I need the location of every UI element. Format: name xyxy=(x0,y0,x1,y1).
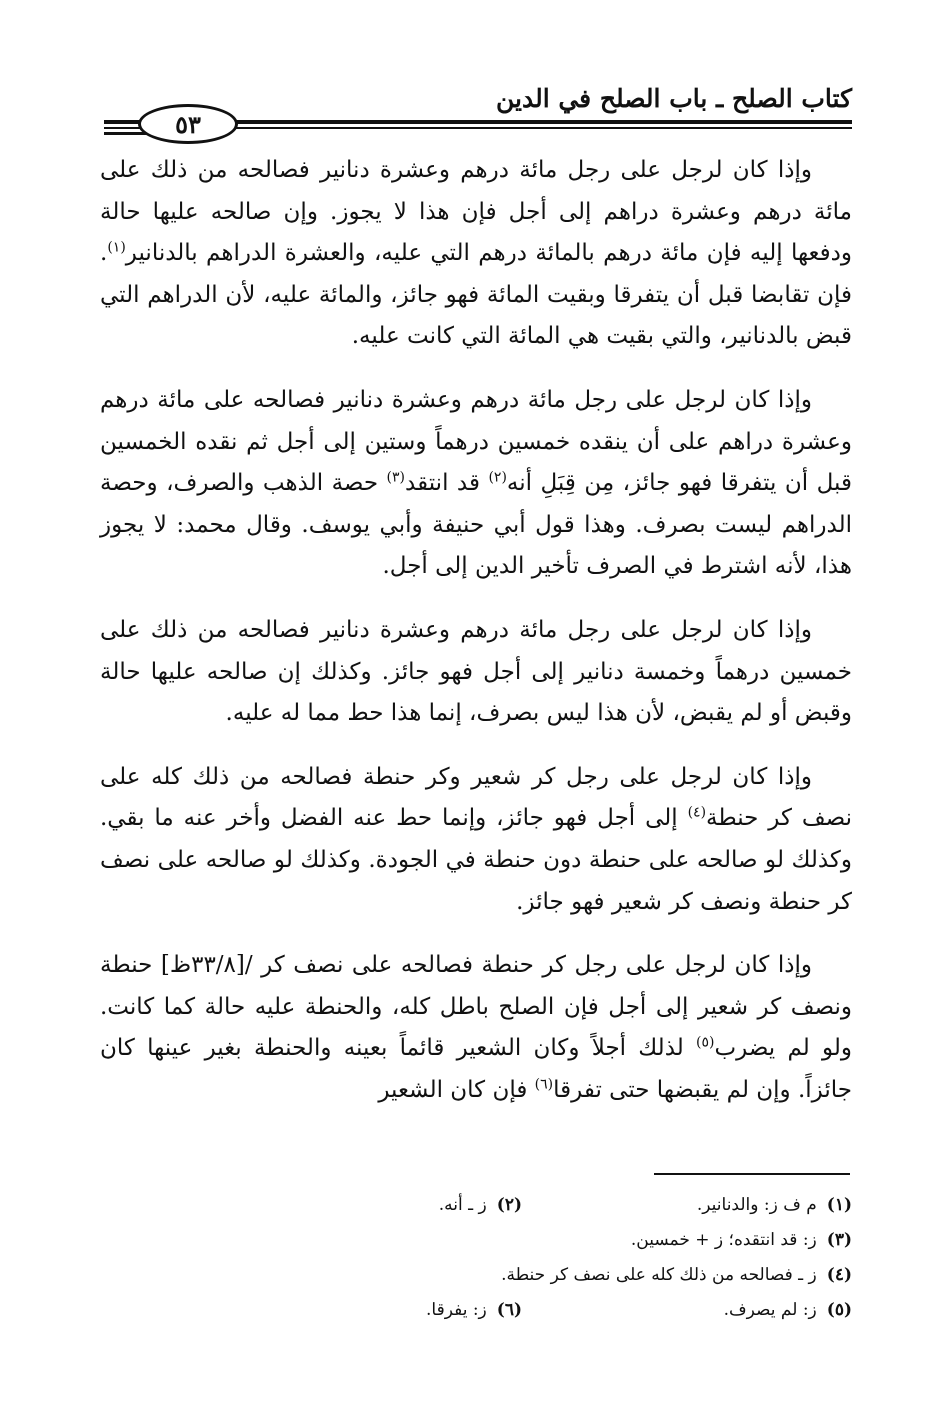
footnote-marker[interactable]: (٢) xyxy=(488,469,507,486)
footnote-text: ز: يفرقا. xyxy=(426,1300,487,1320)
text-run: فإن كان الشعير xyxy=(378,1076,535,1103)
footnote-row xyxy=(100,1258,852,1293)
paragraph xyxy=(100,757,852,923)
paragraph xyxy=(100,150,852,358)
footnote-marker[interactable]: (٤) xyxy=(687,804,707,821)
footnote xyxy=(631,1223,852,1258)
paragraph xyxy=(100,380,852,588)
text-run: قد انتقد xyxy=(405,470,489,497)
footnote-number: (٤) xyxy=(826,1265,852,1285)
page-number: ٥٣ xyxy=(175,109,201,139)
footnote-row xyxy=(100,1188,852,1223)
paragraph xyxy=(100,610,852,735)
footnote xyxy=(522,1188,852,1223)
paragraph xyxy=(100,945,852,1111)
footnote-row xyxy=(100,1223,852,1258)
running-head-title: كتاب الصلح ـ باب الصلح في الدين xyxy=(495,84,852,113)
text-run: لذلك أجلاً وكان الشعير قائماً بعينه والحنطة بغير عينها كان جائزاً. وإن لم يقبضها حتى تفرقا xyxy=(100,1035,852,1103)
footnote-rule xyxy=(654,1173,850,1175)
footnote-number: (٥) xyxy=(826,1300,852,1320)
footnote-marker[interactable]: (٥) xyxy=(696,1034,715,1051)
footnote-number: (٢) xyxy=(496,1195,522,1215)
footnote-number: (١) xyxy=(826,1195,852,1215)
footnote-marker[interactable]: (١) xyxy=(107,239,126,256)
footnote-number: (٣) xyxy=(826,1230,852,1250)
text-run: . فإن تقابضا قبل أن يتفرقا وبقيت المائة فهو جائز، والمائة عليه، لأن الدراهم التي قبض بالدنانير، والتي بقيت هي المائة التي كانت عليه. xyxy=(100,240,852,350)
text-run: وإذا كان لرجل على رجل كر شعير وكر حنطة فصالحه من ذلك كله على نصف كر حنطة xyxy=(100,763,852,832)
text-run: وإذا كان لرجل على رجل مائة درهم وعشرة دنانير فصالحه على مائة درهم وعشرة دراهم على أن ينقده خمسين درهماً وستين إلى أجل ثم نقده الخمسين قبل أن يتفرقا فهو جائز، مِن قِبَلِ أنه xyxy=(100,386,852,497)
text-run: إلى أجل فهو جائز، وإنما حط عنه الفضل وأخر عنه ما بقي. وكذلك لو صالحه على حنطة دون حنطة في الجودة. وكذلك لو صالحه على نصف كر حنطة ونصف كر شعير فهو جائز. xyxy=(100,805,852,915)
footnote-text: ز: لم يصرف. xyxy=(723,1300,817,1320)
footnote-marker[interactable]: (٦) xyxy=(534,1076,554,1093)
text-run: وإذا كان لرجل على رجل مائة درهم وعشرة دنانير فصالحه من ذلك على مائة درهم وعشرة دراهم إلى أجل فإن هذا لا يجوز. وإن صالحه عليها حالة ودفعها إليه فإن مائة درهم بالمائة درهم التي عليه، والعشرة الدراهم بالدنانير xyxy=(100,157,852,267)
footnote xyxy=(522,1293,852,1328)
body-text xyxy=(100,150,852,1111)
page-number-badge xyxy=(138,104,238,144)
footnote-marker[interactable]: (٣) xyxy=(386,469,406,486)
text-run: وإذا كان لرجل على رجل مائة درهم وعشرة دنانير فصالحه من ذلك على خمسين درهماً وخمسة دنانير إلى أجل فهو جائز. وكذلك إن صالحه عليها حالة وقبض أو لم يقبض، لأن هذا ليس بصرف، إنما هذا حط مما له عليه. xyxy=(100,616,852,727)
footnote xyxy=(426,1293,522,1328)
text-run: حصة الذهب والصرف، وحصة الدراهم ليست بصرف. وهذا قول أبي حنيفة وأبي يوسف. وقال محمد: لا يجوز هذا، لأنه اشترط في الصرف تأخير الدين إلى أجل. xyxy=(100,470,852,580)
footnote-row xyxy=(100,1293,852,1328)
footnotes xyxy=(100,1188,852,1328)
footnote-text: ز ـ أنه. xyxy=(438,1195,487,1215)
footnote xyxy=(439,1188,522,1223)
footnote-text: ز: قد انتقده؛ ز + خمسين. xyxy=(630,1230,817,1250)
text-run: وإذا كان لرجل على رجل كر حنطة فصالحه على نصف كر /[٣٣/٨ظ] حنطة ونصف كر شعير إلى أجل فإن الصلح باطل كله، والحنطة عليه حالة كما كانت. ولو لم يضرب xyxy=(100,952,853,1062)
footnote-text: م ف ز: والدنانير. xyxy=(696,1195,817,1215)
footnote xyxy=(501,1258,852,1293)
footnote-text: ز ـ فصالحه من ذلك كله على نصف كر حنطة. xyxy=(501,1265,817,1285)
footnote-number: (٦) xyxy=(496,1300,522,1320)
